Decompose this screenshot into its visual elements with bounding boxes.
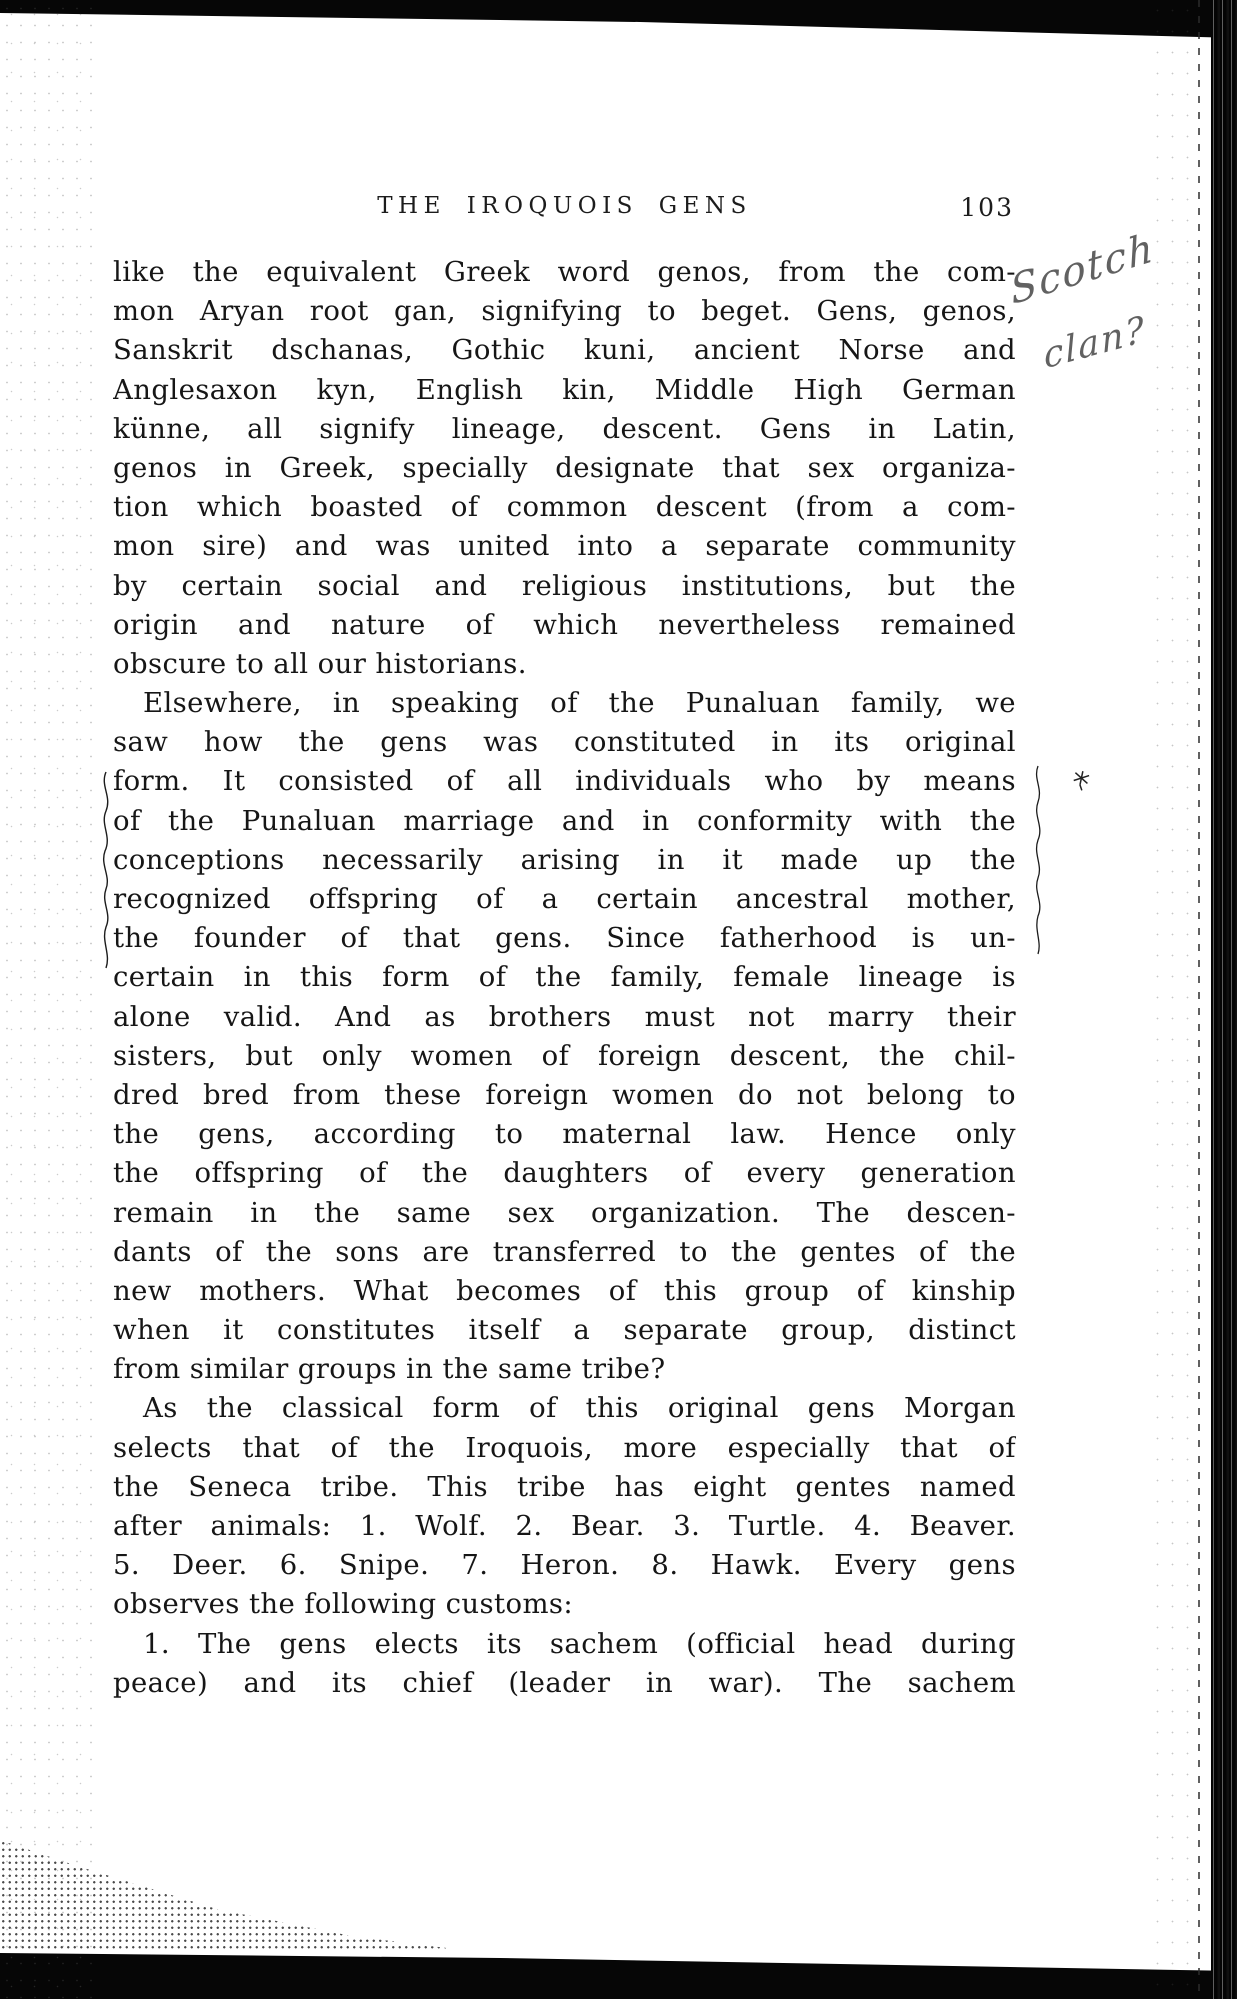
- text-line: by certain social and religious institutions, but the: [113, 569, 1016, 602]
- text-line: the offspring of the daughters of every generation: [113, 1157, 1016, 1190]
- text-line: form. It consisted of all individuals who by means: [113, 765, 1016, 798]
- text-line: dants of the sons are transferred to the gentes of the: [113, 1235, 1016, 1268]
- text-line: recognized offspring of a certain ancestral mother,: [113, 883, 1016, 915]
- text-line: the Seneca tribe. This tribe has eight gentes named: [113, 1470, 1016, 1503]
- text-line: sisters, but only women of foreign descent, the chil-: [113, 1039, 1016, 1072]
- left-margin-speckle: [0, 0, 96, 1999]
- paragraph: [113, 1625, 1016, 1703]
- text-line: genos in Greek, specially designate that sex organiza-: [113, 451, 1016, 484]
- text-line: of the Punaluan marriage and in conformity with the: [113, 804, 1016, 837]
- text-line: As the classical form of this original gens Morgan: [143, 1392, 1016, 1425]
- page-number: 103: [960, 193, 1014, 222]
- page-title: THE IROQUOIS GENS: [377, 193, 752, 219]
- paragraph: [113, 1389, 1016, 1624]
- text-line: obscure to all our historians.: [113, 647, 527, 680]
- text-line: origin and nature of which nevertheless remained: [113, 608, 1016, 641]
- text-line: after animals: 1. Wolf. 2. Bear. 3. Turtle. 4. Beaver.: [113, 1510, 1016, 1542]
- text-line: remain in the same sex organization. The descen-: [113, 1196, 1016, 1229]
- paragraph: [113, 253, 1016, 684]
- text-line: 5. Deer. 6. Snipe. 7. Heron. 8. Hawk. Every gens: [113, 1549, 1016, 1582]
- text-line: the founder of that gens. Since fatherhood is un-: [113, 922, 1016, 955]
- text-line: künne, all signify lineage, descent. Gens in Latin,: [113, 412, 1016, 445]
- text-line: mon Aryan root gan, signifying to beget. Gens, genos,: [113, 295, 1016, 328]
- text-line: the gens, according to maternal law. Hence only: [113, 1118, 1016, 1151]
- text-line: alone valid. And as brothers must not marry their: [113, 1000, 1016, 1033]
- margin-squiggle-right-icon: [1029, 764, 1047, 956]
- text-line: dred bred from these foreign women do not belong to: [113, 1078, 1016, 1111]
- right-edge-broken-line: [1198, 0, 1200, 1999]
- text-line: Anglesaxon kyn, English kin, Middle High German: [113, 373, 1016, 406]
- text-line: conceptions necessarily arising in it made up the: [113, 843, 1016, 876]
- text-line: mon sire) and was united into a separate community: [113, 530, 1016, 563]
- asterisk-pen-mark-icon: [1069, 767, 1093, 793]
- text-line: observes the following customs:: [113, 1588, 574, 1621]
- scan-bar-top: [0, 0, 1237, 44]
- book-edge-dark-band: [1211, 0, 1237, 1999]
- handwritten-note-line2: clan?: [1042, 308, 1148, 378]
- text-line: saw how the gens was constituted in its original: [113, 726, 1016, 759]
- text-line: from similar groups in the same tribe?: [113, 1353, 666, 1386]
- text-line: peace) and its chief (leader in war). The sachem: [113, 1666, 1016, 1699]
- text-line: 1. The gens elects its sachem (official head during: [143, 1627, 1016, 1660]
- text-line: certain in this form of the family, female lineage is: [113, 961, 1016, 994]
- right-edge-speckle: [1150, 0, 1196, 1999]
- text-line: Elsewhere, in speaking of the Punaluan family, we: [143, 687, 1016, 720]
- text-line: when it constitutes itself a separate group, distinct: [113, 1314, 1016, 1347]
- text-line: new mothers. What becomes of this group of kinship: [113, 1274, 1016, 1307]
- paragraph: [113, 684, 1016, 1389]
- text-line: Sanskrit dschanas, Gothic kuni, ancient Norse and: [113, 334, 1016, 367]
- text-line: tion which boasted of common descent (from a com-: [113, 491, 1016, 524]
- text-line: like the equivalent Greek word genos, from the com-: [113, 256, 1016, 288]
- running-head: [113, 193, 1016, 223]
- text-line: selects that of the Iroquois, more especially that of: [113, 1431, 1016, 1464]
- text-body: [113, 253, 1016, 1703]
- handwritten-note-line1: Scotch: [1008, 224, 1158, 315]
